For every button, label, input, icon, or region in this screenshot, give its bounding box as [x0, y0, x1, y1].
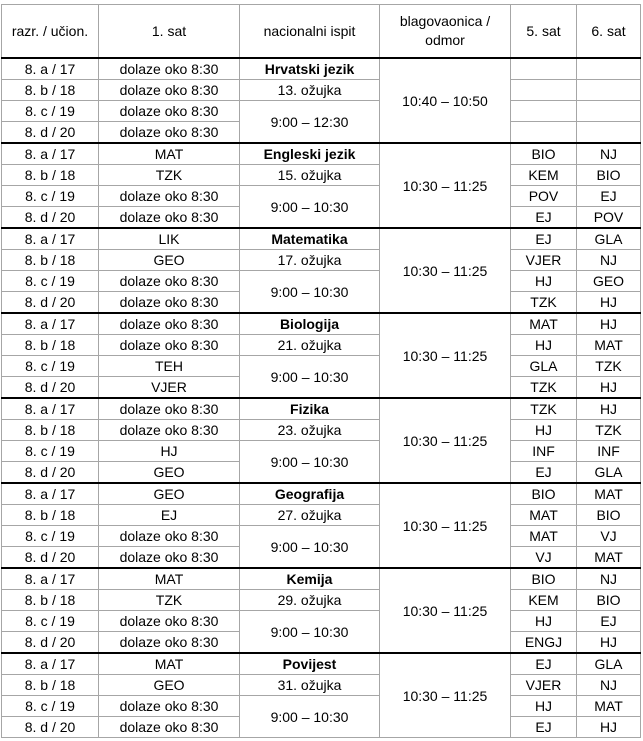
- header-sixth-period: 6. sat: [577, 5, 641, 59]
- sixth-period-cell: MAT: [577, 483, 641, 505]
- sixth-period-cell: MAT: [577, 547, 641, 569]
- fifth-period-cell: EJ: [511, 228, 577, 250]
- table-row: [2, 675, 641, 696]
- exam-time: 9:00 – 10:30: [240, 356, 380, 399]
- header-national-exam: nacionalni ispit: [240, 5, 380, 59]
- sixth-period-cell: GLA: [577, 462, 641, 484]
- break-time: 10:30 – 11:25: [380, 483, 511, 568]
- exam-subject: Fizika: [240, 398, 380, 420]
- fifth-period-cell: POV: [511, 186, 577, 207]
- class-room-cell: 8. b / 18: [2, 80, 99, 101]
- table-row: [2, 696, 641, 717]
- table-row: [2, 228, 641, 250]
- first-period-cell: dolaze oko 8:30: [99, 122, 240, 144]
- exam-schedule-table: [1, 4, 641, 738]
- sixth-period-cell: BIO: [577, 590, 641, 611]
- sixth-period-cell: BIO: [577, 165, 641, 186]
- sixth-period-cell: HJ: [577, 717, 641, 738]
- exam-date: 13. ožujka: [240, 80, 380, 101]
- first-period-cell: dolaze oko 8:30: [99, 717, 240, 738]
- sixth-period-cell: BIO: [577, 505, 641, 526]
- sixth-period-cell: GEO: [577, 271, 641, 292]
- fifth-period-cell: EJ: [511, 653, 577, 675]
- class-room-cell: 8. a / 17: [2, 398, 99, 420]
- class-room-cell: 8. a / 17: [2, 228, 99, 250]
- class-room-cell: 8. b / 18: [2, 590, 99, 611]
- table-row: [2, 441, 641, 462]
- sixth-period-cell: EJ: [577, 611, 641, 632]
- fifth-period-cell: HJ: [511, 335, 577, 356]
- exam-time: 9:00 – 10:30: [240, 271, 380, 314]
- fifth-period-cell: INF: [511, 441, 577, 462]
- fifth-period-cell: BIO: [511, 568, 577, 590]
- exam-time: 9:00 – 10:30: [240, 441, 380, 484]
- exam-subject: Geografija: [240, 483, 380, 505]
- class-room-cell: 8. b / 18: [2, 675, 99, 696]
- exam-time: 9:00 – 10:30: [240, 526, 380, 569]
- first-period-cell: dolaze oko 8:30: [99, 207, 240, 229]
- table-row: [2, 250, 641, 271]
- sixth-period-cell: NJ: [577, 675, 641, 696]
- class-room-cell: 8. d / 20: [2, 632, 99, 654]
- first-period-cell: MAT: [99, 568, 240, 590]
- fifth-period-cell: ENGJ: [511, 632, 577, 654]
- first-period-cell: LIK: [99, 228, 240, 250]
- first-period-cell: MAT: [99, 143, 240, 165]
- break-time: 10:30 – 11:25: [380, 568, 511, 653]
- exam-date: 31. ožujka: [240, 675, 380, 696]
- class-room-cell: 8. c / 19: [2, 186, 99, 207]
- table-row: [2, 526, 641, 547]
- exam-subject: Hrvatski jezik: [240, 58, 380, 80]
- sixth-period-cell: INF: [577, 441, 641, 462]
- fifth-period-cell: HJ: [511, 420, 577, 441]
- sixth-period-cell: NJ: [577, 568, 641, 590]
- exam-date: 23. ožujka: [240, 420, 380, 441]
- table-row: [2, 356, 641, 377]
- table-row: [2, 483, 641, 505]
- first-period-cell: dolaze oko 8:30: [99, 292, 240, 314]
- fifth-period-cell: MAT: [511, 313, 577, 335]
- table-row: [2, 335, 641, 356]
- sixth-period-cell: HJ: [577, 377, 641, 399]
- sixth-period-cell: HJ: [577, 313, 641, 335]
- sixth-period-cell: MAT: [577, 335, 641, 356]
- class-room-cell: 8. a / 17: [2, 143, 99, 165]
- class-room-cell: 8. c / 19: [2, 271, 99, 292]
- first-period-cell: dolaze oko 8:30: [99, 526, 240, 547]
- class-room-cell: 8. d / 20: [2, 207, 99, 229]
- sixth-period-cell: NJ: [577, 143, 641, 165]
- fifth-period-cell: EJ: [511, 462, 577, 484]
- class-room-cell: 8. d / 20: [2, 462, 99, 484]
- sixth-period-cell: VJ: [577, 526, 641, 547]
- table-row: [2, 505, 641, 526]
- table-row: [2, 611, 641, 632]
- first-period-cell: HJ: [99, 441, 240, 462]
- class-room-cell: 8. c / 19: [2, 696, 99, 717]
- fifth-period-cell: [511, 80, 577, 101]
- first-period-cell: dolaze oko 8:30: [99, 611, 240, 632]
- class-room-cell: 8. a / 17: [2, 483, 99, 505]
- class-room-cell: 8. d / 20: [2, 717, 99, 738]
- first-period-cell: EJ: [99, 505, 240, 526]
- class-room-cell: 8. b / 18: [2, 335, 99, 356]
- sixth-period-cell: HJ: [577, 292, 641, 314]
- class-room-cell: 8. c / 19: [2, 356, 99, 377]
- exam-time: 9:00 – 10:30: [240, 611, 380, 654]
- fifth-period-cell: VJER: [511, 250, 577, 271]
- sixth-period-cell: [577, 101, 641, 122]
- fifth-period-cell: MAT: [511, 505, 577, 526]
- sixth-period-cell: [577, 58, 641, 80]
- first-period-cell: dolaze oko 8:30: [99, 80, 240, 101]
- header-cafeteria-break: blagovaonica / odmor: [380, 5, 511, 59]
- sixth-period-cell: GLA: [577, 653, 641, 675]
- sixth-period-cell: MAT: [577, 696, 641, 717]
- first-period-cell: dolaze oko 8:30: [99, 271, 240, 292]
- sixth-period-cell: [577, 122, 641, 144]
- break-time: 10:30 – 11:25: [380, 143, 511, 228]
- exam-time: 9:00 – 12:30: [240, 101, 380, 144]
- fifth-period-cell: GLA: [511, 356, 577, 377]
- fifth-period-cell: VJ: [511, 547, 577, 569]
- fifth-period-cell: EJ: [511, 207, 577, 229]
- first-period-cell: GEO: [99, 250, 240, 271]
- class-room-cell: 8. d / 20: [2, 377, 99, 399]
- fifth-period-cell: HJ: [511, 696, 577, 717]
- first-period-cell: dolaze oko 8:30: [99, 696, 240, 717]
- first-period-cell: dolaze oko 8:30: [99, 420, 240, 441]
- exam-date: 29. ožujka: [240, 590, 380, 611]
- table-row: [2, 653, 641, 675]
- first-period-cell: dolaze oko 8:30: [99, 101, 240, 122]
- class-room-cell: 8. a / 17: [2, 313, 99, 335]
- table-body: [2, 58, 641, 738]
- table-row: [2, 58, 641, 80]
- exam-date: 15. ožujka: [240, 165, 380, 186]
- header-fifth-period: 5. sat: [511, 5, 577, 59]
- class-room-cell: 8. b / 18: [2, 250, 99, 271]
- class-room-cell: 8. d / 20: [2, 122, 99, 144]
- first-period-cell: GEO: [99, 675, 240, 696]
- exam-subject: Povijest: [240, 653, 380, 675]
- fifth-period-cell: BIO: [511, 143, 577, 165]
- header-first-period: 1. sat: [99, 5, 240, 59]
- exam-date: 17. ožujka: [240, 250, 380, 271]
- table-row: [2, 590, 641, 611]
- sixth-period-cell: NJ: [577, 250, 641, 271]
- fifth-period-cell: VJER: [511, 675, 577, 696]
- sixth-period-cell: POV: [577, 207, 641, 229]
- sixth-period-cell: HJ: [577, 632, 641, 654]
- sixth-period-cell: GLA: [577, 228, 641, 250]
- table-row: [2, 568, 641, 590]
- exam-time: 9:00 – 10:30: [240, 186, 380, 229]
- class-room-cell: 8. c / 19: [2, 441, 99, 462]
- break-time: 10:30 – 11:25: [380, 228, 511, 313]
- class-room-cell: 8. b / 18: [2, 505, 99, 526]
- table-row: [2, 165, 641, 186]
- fifth-period-cell: [511, 58, 577, 80]
- first-period-cell: MAT: [99, 653, 240, 675]
- table-row: [2, 101, 641, 122]
- first-period-cell: dolaze oko 8:30: [99, 547, 240, 569]
- fifth-period-cell: TZK: [511, 377, 577, 399]
- break-time: 10:30 – 11:25: [380, 313, 511, 398]
- class-room-cell: 8. c / 19: [2, 526, 99, 547]
- table-header: [2, 5, 641, 59]
- sixth-period-cell: TZK: [577, 356, 641, 377]
- class-room-cell: 8. a / 17: [2, 653, 99, 675]
- first-period-cell: TZK: [99, 165, 240, 186]
- break-time: 10:40 – 10:50: [380, 58, 511, 143]
- first-period-cell: dolaze oko 8:30: [99, 632, 240, 654]
- first-period-cell: dolaze oko 8:30: [99, 58, 240, 80]
- table-row: [2, 398, 641, 420]
- fifth-period-cell: KEM: [511, 165, 577, 186]
- fifth-period-cell: [511, 101, 577, 122]
- exam-subject: Engleski jezik: [240, 143, 380, 165]
- fifth-period-cell: HJ: [511, 271, 577, 292]
- first-period-cell: dolaze oko 8:30: [99, 398, 240, 420]
- sixth-period-cell: [577, 80, 641, 101]
- fifth-period-cell: EJ: [511, 717, 577, 738]
- exam-time: 9:00 – 10:30: [240, 696, 380, 738]
- fifth-period-cell: TZK: [511, 398, 577, 420]
- exam-date: 27. ožujka: [240, 505, 380, 526]
- first-period-cell: dolaze oko 8:30: [99, 335, 240, 356]
- first-period-cell: VJER: [99, 377, 240, 399]
- exam-subject: Matematika: [240, 228, 380, 250]
- class-room-cell: 8. a / 17: [2, 568, 99, 590]
- first-period-cell: TEH: [99, 356, 240, 377]
- break-time: 10:30 – 11:25: [380, 398, 511, 483]
- table-row: [2, 186, 641, 207]
- header-class-room: razr. / učion.: [2, 5, 99, 59]
- fifth-period-cell: MAT: [511, 526, 577, 547]
- break-time: 10:30 – 11:25: [380, 653, 511, 738]
- table-row: [2, 313, 641, 335]
- class-room-cell: 8. d / 20: [2, 292, 99, 314]
- first-period-cell: TZK: [99, 590, 240, 611]
- class-room-cell: 8. a / 17: [2, 58, 99, 80]
- table-row: [2, 80, 641, 101]
- table-row: [2, 420, 641, 441]
- fifth-period-cell: TZK: [511, 292, 577, 314]
- first-period-cell: dolaze oko 8:30: [99, 186, 240, 207]
- class-room-cell: 8. d / 20: [2, 547, 99, 569]
- table-row: [2, 271, 641, 292]
- fifth-period-cell: BIO: [511, 483, 577, 505]
- header-row: [2, 5, 641, 59]
- table-row: [2, 143, 641, 165]
- class-room-cell: 8. c / 19: [2, 101, 99, 122]
- class-room-cell: 8. b / 18: [2, 165, 99, 186]
- exam-subject: Biologija: [240, 313, 380, 335]
- fifth-period-cell: [511, 122, 577, 144]
- exam-subject: Kemija: [240, 568, 380, 590]
- fifth-period-cell: KEM: [511, 590, 577, 611]
- fifth-period-cell: HJ: [511, 611, 577, 632]
- class-room-cell: 8. b / 18: [2, 420, 99, 441]
- first-period-cell: dolaze oko 8:30: [99, 313, 240, 335]
- first-period-cell: GEO: [99, 483, 240, 505]
- exam-date: 21. ožujka: [240, 335, 380, 356]
- class-room-cell: 8. c / 19: [2, 611, 99, 632]
- first-period-cell: GEO: [99, 462, 240, 484]
- sixth-period-cell: TZK: [577, 420, 641, 441]
- sixth-period-cell: HJ: [577, 398, 641, 420]
- sixth-period-cell: EJ: [577, 186, 641, 207]
